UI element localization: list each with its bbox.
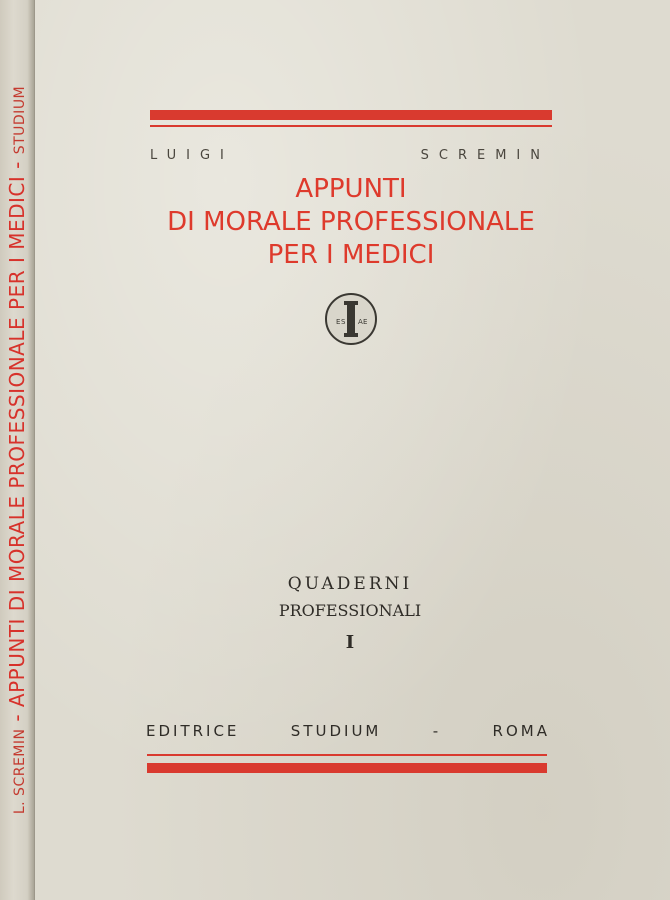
svg-text:S: S [341, 318, 346, 326]
series-number: I [345, 632, 355, 653]
spine-author: L. SCREMIN [12, 728, 28, 815]
cover-publisher: EDITRICE STUDIUM - ROMA [146, 722, 550, 740]
book-spine [0, 0, 35, 900]
spine-title: APPUNTI DI MORALE PROFESSIONALE PER I MEDICI [5, 175, 29, 708]
cover-title-line-1: APPUNTI [295, 174, 407, 204]
svg-text:E: E [336, 318, 341, 326]
front-cover [35, 0, 670, 900]
bottom-rule-thick [147, 763, 547, 773]
series-line-1: QUADERNI [287, 574, 413, 594]
cover-title-line-2: DI MORALE PROFESSIONALE [167, 207, 535, 237]
publisher-seal-icon [325, 293, 377, 345]
cover-author: LUIGI SCREMIN [150, 148, 550, 163]
series-line-2: PROFESSIONALI [278, 601, 422, 620]
top-rule-thick [150, 110, 552, 120]
cover-title-line-3: PER I MEDICI [267, 240, 435, 270]
svg-text:A: A [358, 318, 363, 326]
svg-text:E: E [363, 318, 368, 326]
top-rule-thin [150, 125, 552, 127]
seal-drawing [327, 295, 375, 343]
spine-text: L. SCREMIN - APPUNTI DI MORALE PROFESSIONALE PER I MEDICI - STUDIUM [5, 85, 29, 815]
spine-publisher: STUDIUM [12, 85, 28, 155]
bottom-rule-thin [147, 754, 547, 756]
